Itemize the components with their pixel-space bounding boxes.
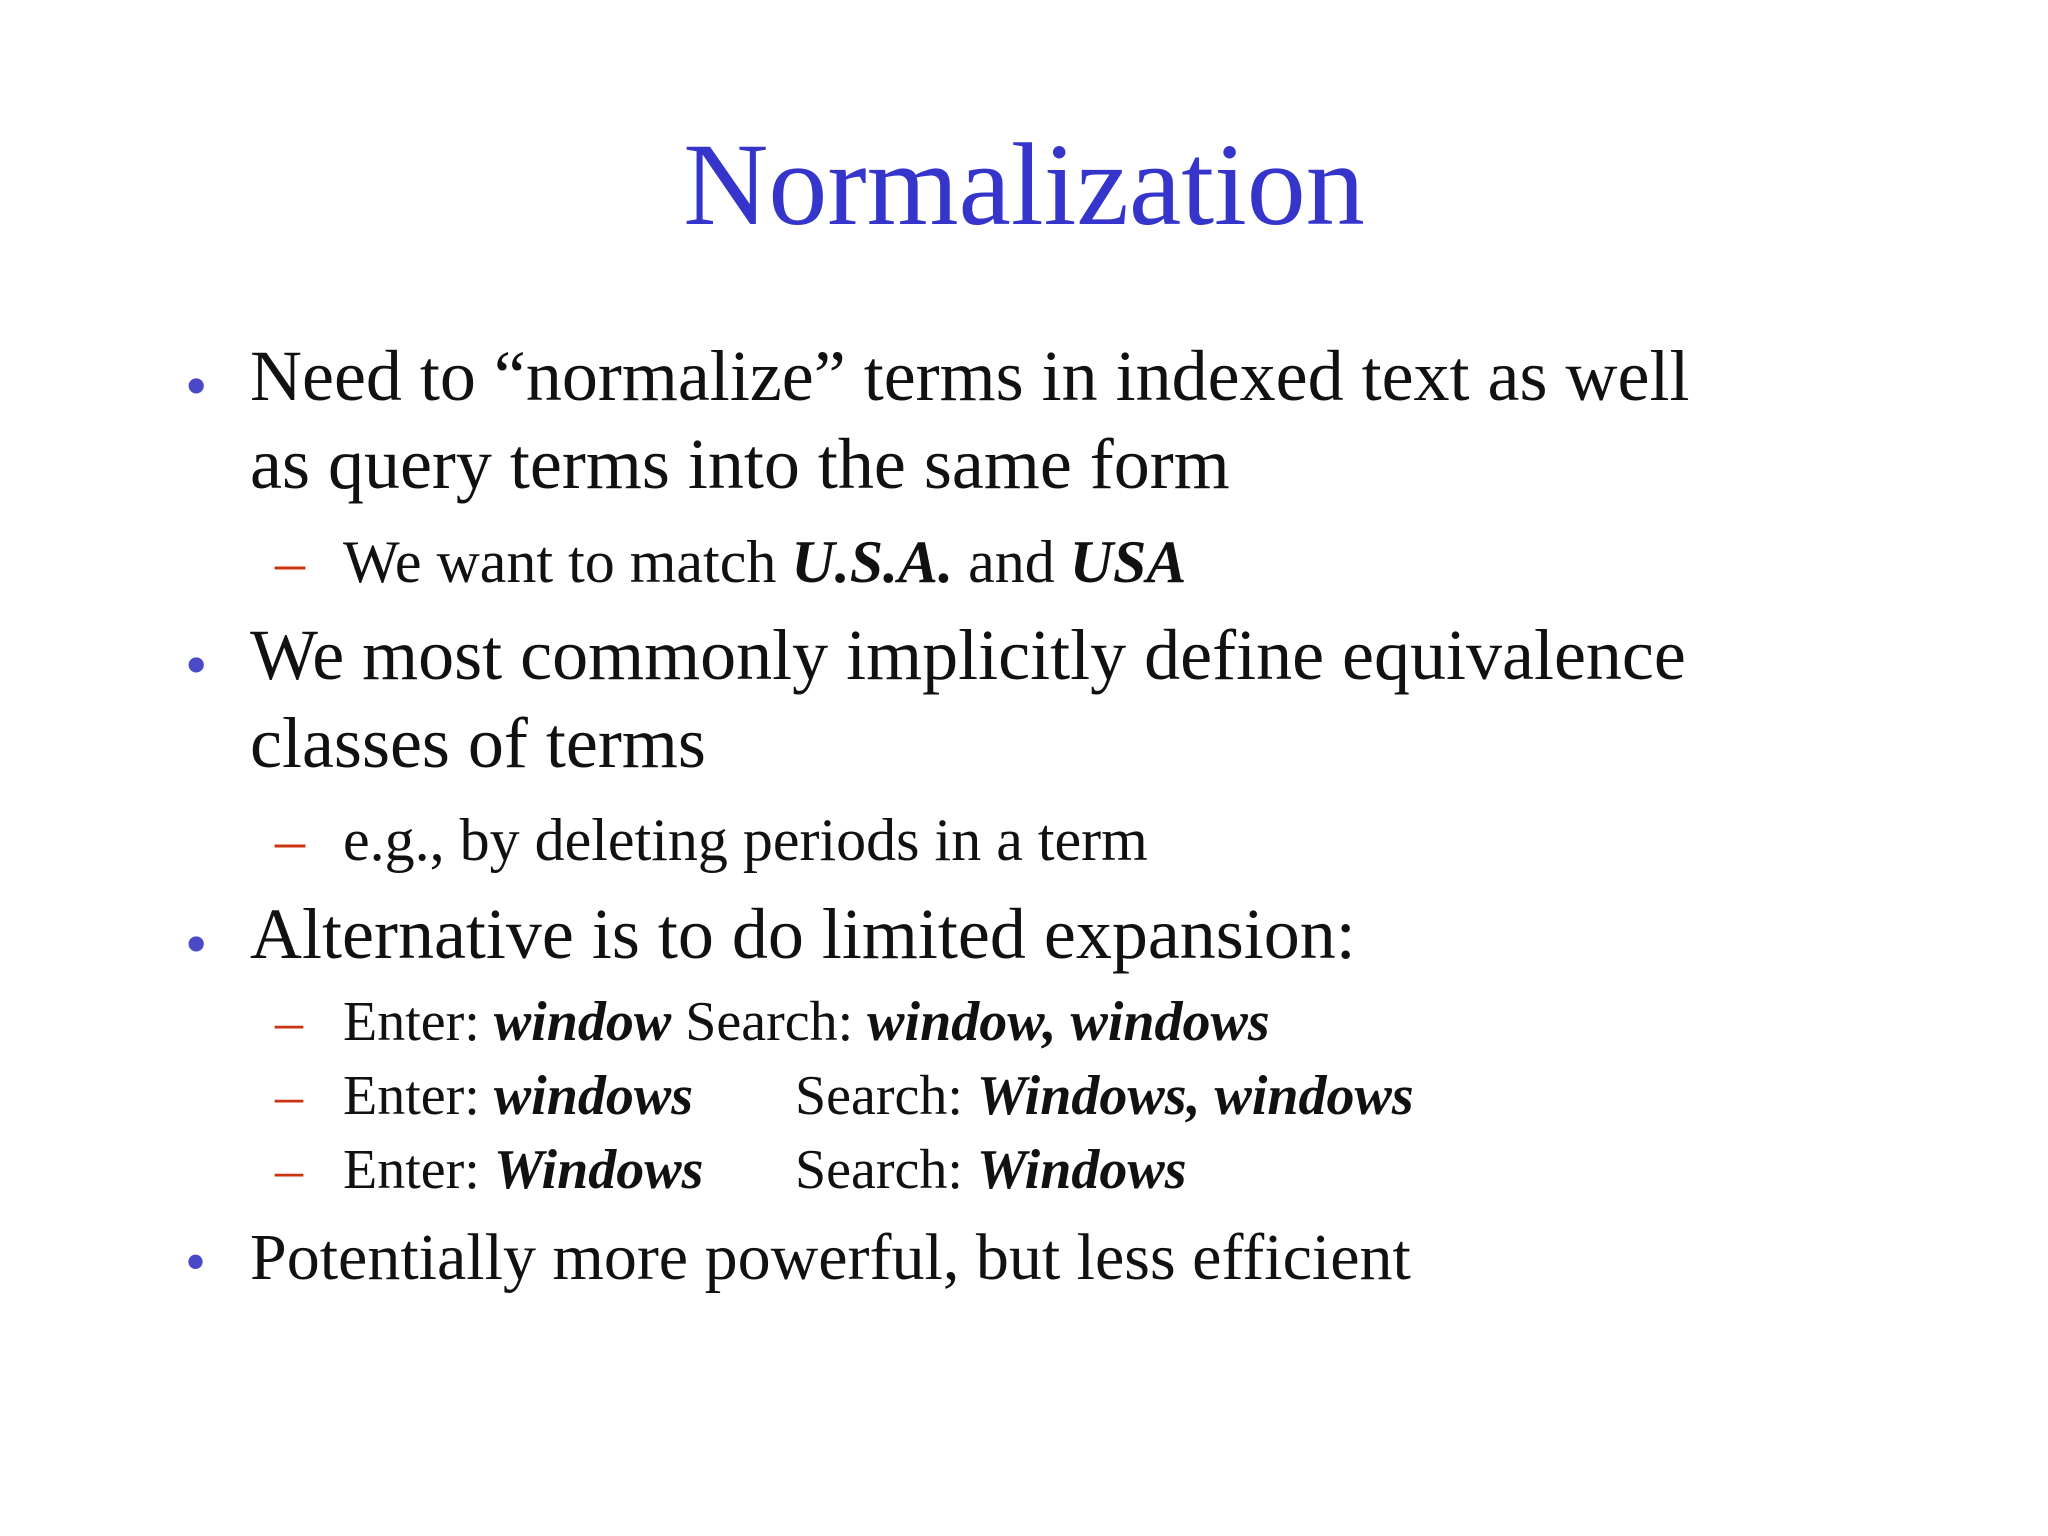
sub-item-2-text: e.g., by deleting periods in a term: [343, 807, 1148, 873]
expansion-row-2-enter: Enter: windows: [343, 1065, 694, 1127]
bullet-marker: •: [185, 629, 208, 700]
expansion-row-3-enter: Enter: Windows: [343, 1139, 704, 1201]
bullet-1-line-1: Need to “normalize” terms in indexed text as well: [250, 336, 1690, 416]
dash-marker: –: [275, 991, 303, 1053]
search-terms: window, windows: [867, 991, 1270, 1053]
bullet-2-line-1: We most commonly implicitly define equivalence: [250, 615, 1686, 695]
expansion-row-3-search: Search: Windows: [795, 1139, 1187, 1201]
bullet-4-line-1: Potentially more powerful, but less efficient: [250, 1221, 1411, 1294]
bullet-1-line-2: as query terms into the same form: [250, 424, 1230, 504]
dash-marker: –: [275, 1065, 303, 1127]
term-usa: USA: [1069, 529, 1187, 595]
dash-marker: –: [275, 807, 305, 873]
bullet-marker: •: [185, 1229, 207, 1295]
sub-item-1-text: We want to match U.S.A. and USA: [343, 529, 1187, 595]
slide-title: Normalization: [683, 119, 1365, 250]
dash-marker: –: [275, 1139, 303, 1201]
bullet-marker: •: [185, 908, 208, 979]
enter-term: windows: [493, 1065, 694, 1127]
bullet-2-line-2: classes of terms: [250, 703, 706, 783]
enter-term: Windows: [493, 1139, 704, 1201]
search-terms: Windows, windows: [976, 1065, 1414, 1127]
search-terms: Windows: [976, 1139, 1187, 1201]
dash-marker: –: [275, 529, 305, 595]
bullet-3-line-1: Alternative is to do limited expansion:: [250, 894, 1356, 974]
enter-term: window: [493, 991, 672, 1053]
term-usa-dotted: U.S.A.: [791, 529, 954, 595]
bullet-marker: •: [185, 350, 208, 421]
expansion-row-2-search: Search: Windows, windows: [795, 1065, 1414, 1127]
expansion-row-1-text: Enter: window Search: window, windows: [343, 991, 1270, 1053]
